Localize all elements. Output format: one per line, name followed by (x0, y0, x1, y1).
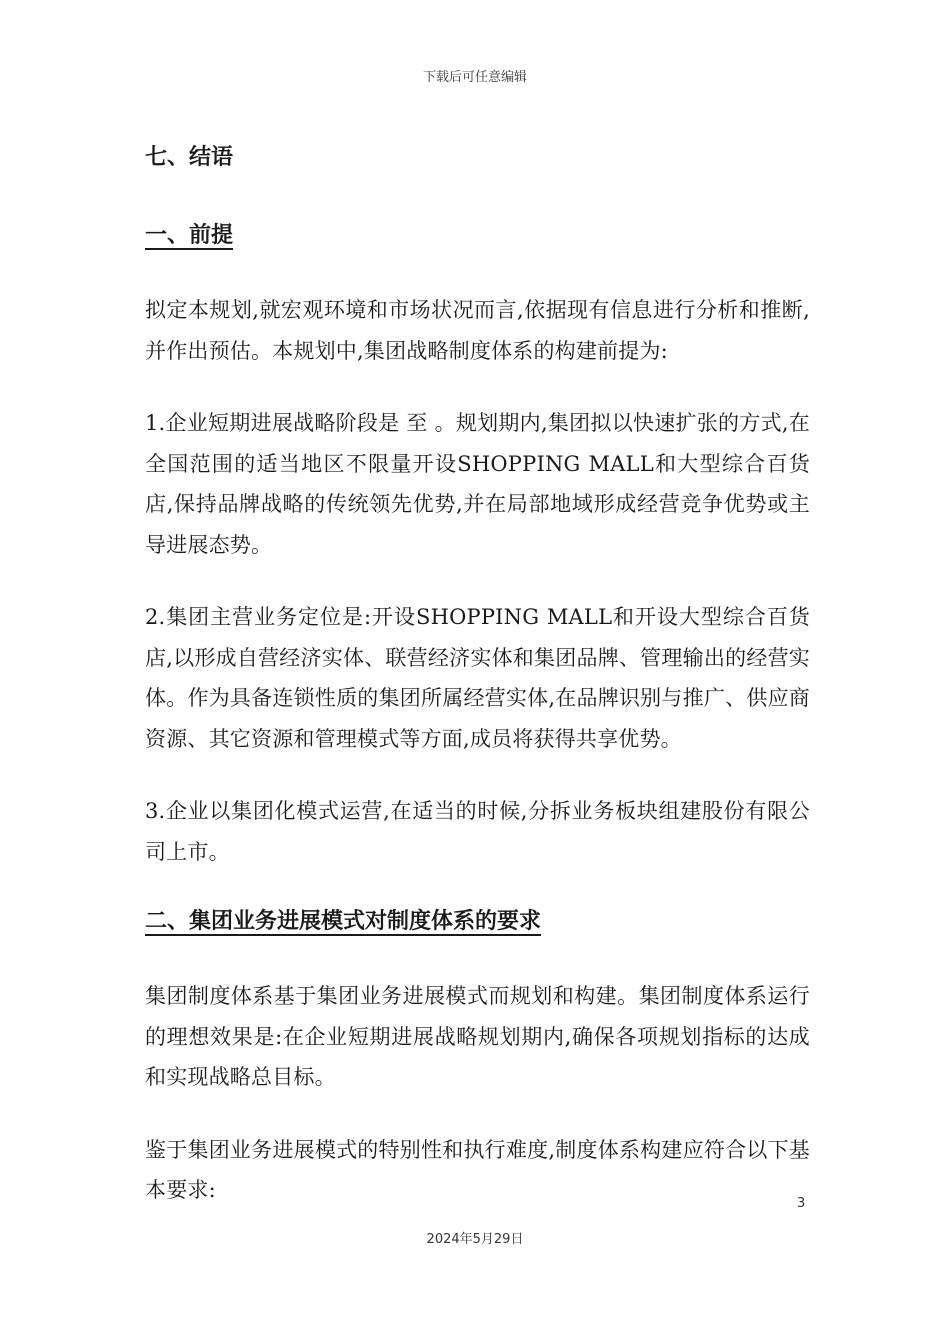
paragraph: 2.集团主营业务定位是:开设SHOPPING MALL和开设大型综合百货店,以形成自营经济实体、联营经济实体和集团品牌、管理输出的经营实体。作为具备连锁性质的集团所属经营实体,在品牌识别与推广、供应商资源、其它资源和管理模式等方面,成员将获得共享优势。 (145, 605, 810, 751)
paragraph: 拟定本规划,就宏观环境和市场状况而言,依据现有信息进行分析和推断,并作出预估。本规划中,集团战略制度体系的构建前提为: (145, 298, 810, 363)
paragraph: 1.企业短期进展战略阶段是 至 。规划期内,集团拟以快速扩张的方式,在全国范围的适当地区不限量开设SHOPPING MALL和大型综合百货店,保持品牌战略的传统领先优势,并在局部地域形成经营竞争优势或主导进展态势。 (145, 411, 810, 557)
document-body (145, 140, 810, 1243)
heading-premise: 一、前提 (145, 223, 234, 248)
paragraph: 集团制度体系基于集团业务进展模式而规划和构建。集团制度体系运行的理想效果是:在企业短期进展战略规划期内,确保各项规划指标的达成和实现战略总目标。 (145, 984, 810, 1089)
page-number: 3 (797, 1196, 806, 1211)
heading-requirements: 二、集团业务进展模式对制度体系的要求 (145, 909, 542, 934)
page-footer-date: 2024年5月29日 (426, 1232, 524, 1247)
paragraph: 3.企业以集团化模式运营,在适当的时候,分拆业务板块组建股份有限公司上市。 (145, 799, 810, 864)
section-title: 七、结语 (145, 145, 234, 170)
paragraph: 鉴于集团业务进展模式的特别性和执行难度,制度体系构建应符合以下基本要求: (145, 1137, 810, 1202)
page-header: 下载后可任意编辑 (422, 70, 527, 85)
